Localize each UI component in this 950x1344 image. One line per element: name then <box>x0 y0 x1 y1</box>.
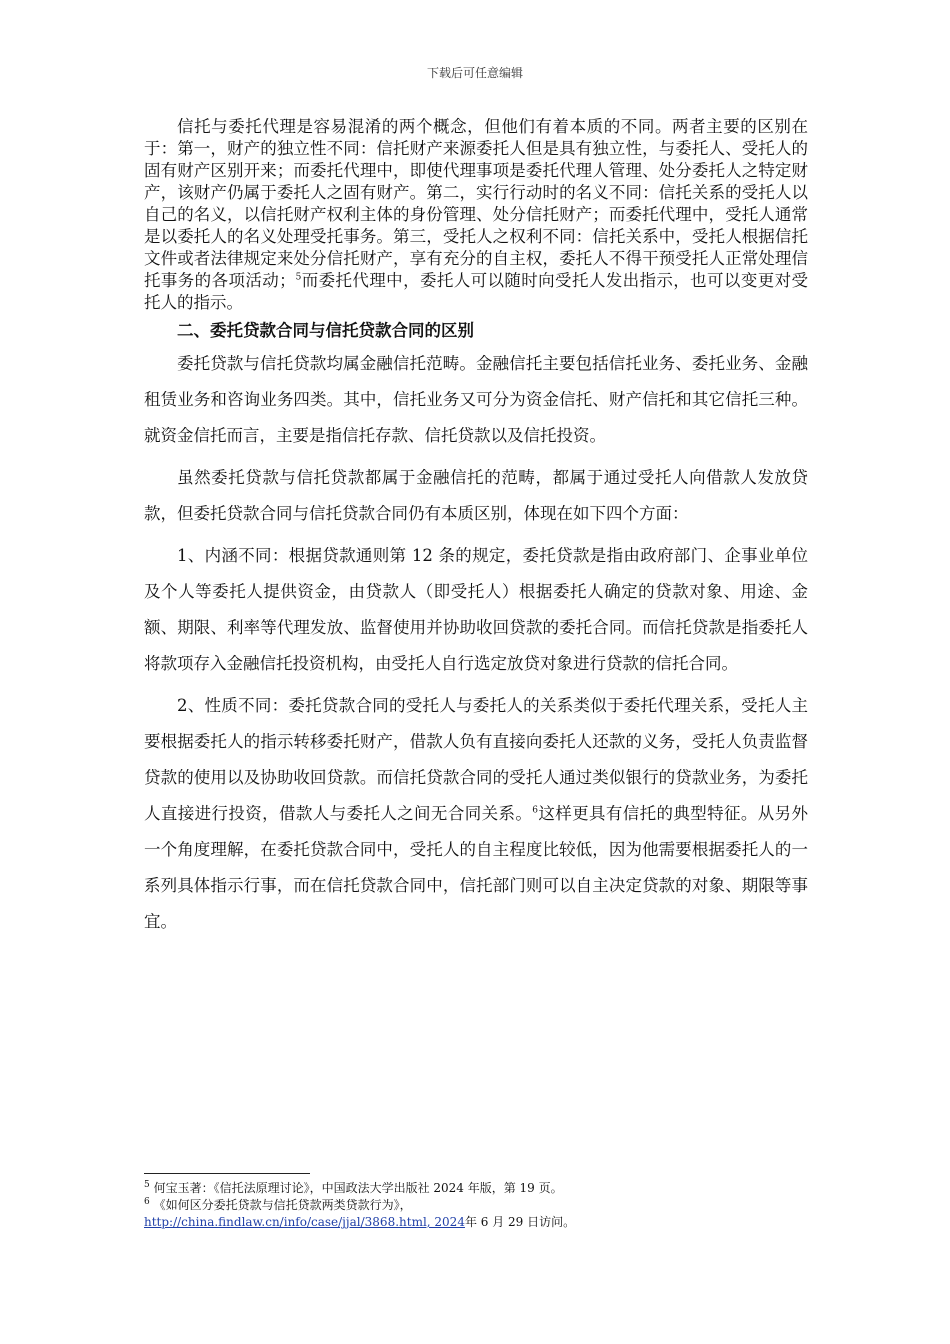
footnote-text: 《如何区分委托贷款与信托贷款两类贷款行为》， <box>153 1198 412 1212</box>
footnote <box>144 1180 808 1197</box>
paragraph: 1、内涵不同：根据贷款通则第 12 条的规定，委托贷款是指由政府部门、企事业单位及个人等委托人提供资金，由贷款人（即受托人）根据委托人确定的贷款对象、用途、金额、期限、利率等代理发放、监督使用并协助收回贷款的委托合同。而信托贷款是指委托人将款项存入金融信托投资机构，由受托人自行选定放贷对象进行贷款的信托合同。 <box>144 546 808 673</box>
footnote-marker[interactable]: 5 <box>295 272 302 283</box>
paragraph: 委托贷款与信托贷款均属金融信托范畴。金融信托主要包括信托业务、委托业务、金融租赁业务和咨询业务四类。其中，信托业务又可分为资金信托、财产信托和其它信托三种。就资金信托而言，主要是指信托存款、信托贷款以及信托投资。 <box>144 354 808 445</box>
main-content <box>144 116 808 940</box>
paragraph <box>144 688 808 940</box>
footnote-text: 年 6 月 29 日访问。 <box>464 1215 576 1229</box>
footnote-number: 6 <box>144 1197 150 1207</box>
section-heading: 二、委托贷款合同与信托贷款合同的区别 <box>177 321 474 340</box>
paragraph-text: 这样更具有信托的典型特征。从另外一个角度理解，在委托贷款合同中，受托人的自主程度比较低，因为他需要根据委托人的一系列具体指示行事，而在信托贷款合同中，信托部门则可以自主决定贷款的对象、期限等事宜。 <box>144 804 809 931</box>
footnote-separator <box>144 1173 310 1174</box>
paragraph: 虽然委托贷款与信托贷款都属于金融信托的范畴，都属于通过受托人向借款人发放贷款，但委托贷款合同与信托贷款合同仍有本质区别，体现在如下四个方面： <box>144 468 808 523</box>
footnotes <box>144 1180 808 1231</box>
footnote-link[interactable]: http://china.findlaw.cn/info/case/jjal/3868.html, 2024 <box>144 1215 465 1229</box>
footnote-marker[interactable]: 6 <box>532 805 538 816</box>
paragraph-text: 信托与委托代理是容易混淆的两个概念，但他们有着本质的不同。两者主要的区别在于：第一，财产的独立性不同：信托财产来源委托人但是具有独立性，与委托人、受托人的固有财产区别开来；而委托代理中，即使代理事项是委托代理人管理、处分委托人之特定财产，该财产仍属于委托人之固有财产。第二，实行行动时的名义不同：信托关系的受托人以自己的名义，以信托财产权利主体的身份管理、处分信托财产；而委托代理中，受托人通常是以委托人的名义处理受托事务。第三，受托人之权利不同：信托关系中，受托人根据信托文件或者法律规定来处分信托财产，享有充分的自主权，委托人不得干预受托人正常处理信托事务的各项活动； <box>144 117 808 290</box>
paragraph <box>144 116 808 314</box>
paragraph-text: 而委托代理中，委托人可以随时向受托人发出指示，也可以变更对受托人的指示。 <box>144 271 809 312</box>
footnote <box>144 1197 808 1231</box>
footnote-number: 5 <box>144 1180 150 1190</box>
footnote-text: 何宝玉著：《信托法原理讨论》，中国政法大学出版社 2024 年版，第 19 页。 <box>153 1181 563 1195</box>
page-header: 下载后可任意编辑 <box>426 66 523 80</box>
paragraph-text: 2、性质不同：委托贷款合同的受托人与委托人的关系类似于委托代理关系，受托人主要根据委托人的指示转移委托财产，借款人负有直接向委托人还款的义务，受托人负责监督贷款的使用以及协助收回贷款。而信托贷款合同的受托人通过类似银行的贷款业务，为委托人直接进行投资，借款人与委托人之间无合同关系。 <box>144 696 808 823</box>
